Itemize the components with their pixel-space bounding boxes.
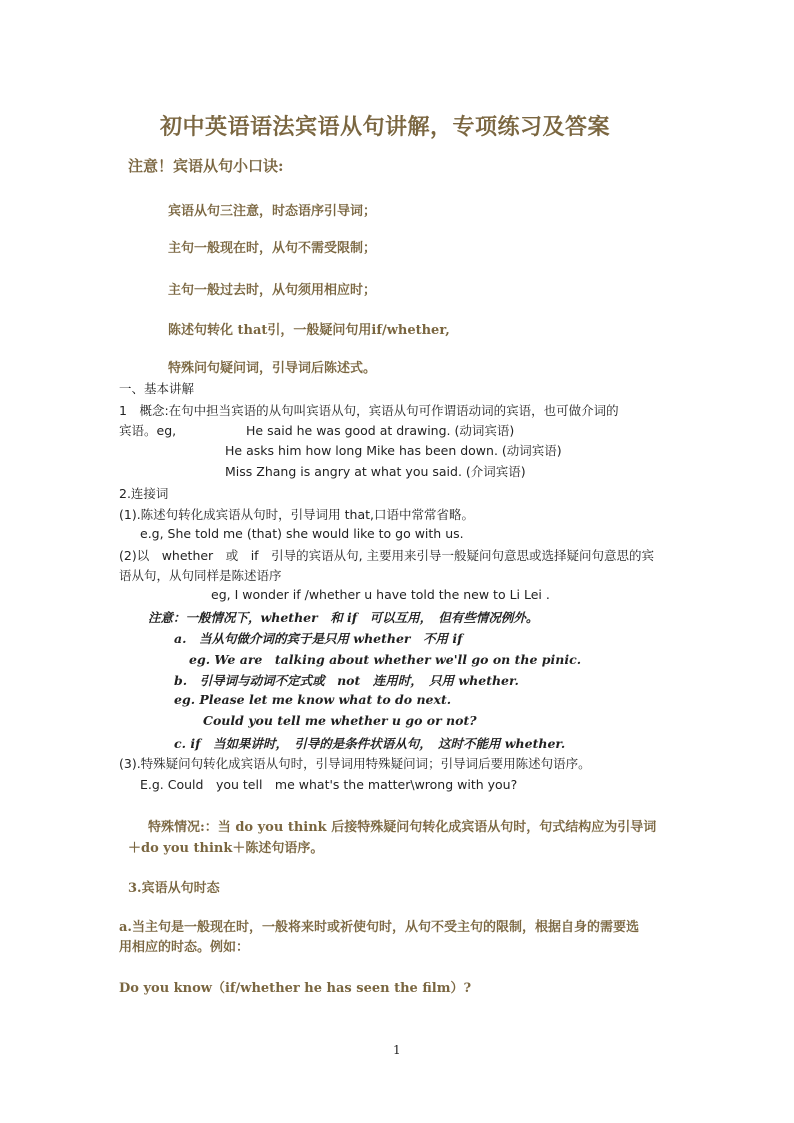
example-line: e.g, She told me (that) she would like to go with us.	[140, 526, 464, 541]
subsection-heading: 3.宾语从句时态	[128, 881, 220, 896]
note-item: b. 引导词与动词不定式或 not 连用时， 只用 whether.	[174, 673, 519, 688]
paragraph-line: (2)以 whether 或 if 引导的宾语从句, 主要用来引导一般疑问句意思或选择疑问句意思的宾	[119, 548, 655, 563]
paragraph-line: 用相应的时态。例如：	[119, 940, 250, 955]
paragraph-line: a.当主句是一般现在时，一般将来时或祈使句时，从句不受主句的限制，根据自身的需要选	[119, 920, 639, 935]
subsection-heading: 2.连接词	[119, 486, 169, 501]
section-heading: 一、基本讲解	[119, 381, 195, 396]
page-number: 1	[393, 1043, 401, 1057]
note-item: c. if 当如果讲时， 引导的是条件状语从句， 这时不能用 whether.	[174, 736, 566, 751]
concept-line: 宾语。eg,	[119, 423, 177, 438]
example-line: He asks him how long Mike has been down. (动词宾语)	[225, 443, 562, 458]
rule-line: 主句一般现在时，从句不需受限制；	[168, 241, 377, 256]
example-line: Miss Zhang is angry at what you said. (介词宾语)	[225, 464, 526, 479]
paragraph-line: (3).特殊疑问句转化成宾语从句时，引导词用特殊疑问词；引导词后要用陈述句语序。	[119, 756, 591, 771]
rule-line: 主句一般过去时，从句须用相应时；	[168, 283, 377, 298]
rule-line: 宾语从句三注意，时态语序引导词；	[168, 204, 377, 219]
example-line: eg. We are talking about whether we'll go on the pinic.	[189, 652, 582, 667]
example-line: E.g. Could you tell me what's the matter\wrong with you?	[140, 777, 518, 792]
note-item: a. 当从句做介词的宾于是只用 whether 不用 if	[174, 631, 463, 646]
special-case-line: ＋do you think＋陈述句语序。	[128, 841, 324, 856]
example-line: He said he was good at drawing. (动词宾语)	[246, 423, 515, 438]
page-title: 初中英语语法宾语从句讲解，专项练习及答案	[160, 114, 611, 140]
concept-line: 1 概念:在句中担当宾语的从句叫宾语从句，宾语从句可作谓语动词的宾语，也可做介词的	[119, 403, 619, 418]
example-line: eg. Please let me know what to do next.	[174, 692, 452, 707]
example-line: Could you tell me whether u go or not?	[203, 713, 477, 728]
paragraph-line: (1).陈述句转化成宾语从句时，引导词用 that,口语中常常省略。	[119, 507, 475, 522]
special-case-line: 特殊情况:：当 do you think 后接特殊疑问句转化成宾语从句时，句式结构应为引导词	[148, 820, 657, 835]
rule-line: 陈述句转化 that引，一般疑问句用if/whether,	[168, 323, 450, 338]
example-line: Do you know（if/whether he has seen the film）?	[119, 981, 472, 996]
note-line: 注意：一般情况下，whether 和 if 可以互用， 但有些情况例外。	[148, 610, 539, 625]
example-line: eg, I wonder if /whether u have told the new to Li Lei .	[211, 587, 550, 602]
notice-heading: 注意！宾语从句小口诀:	[128, 157, 284, 175]
paragraph-line: 语从句，从句同样是陈述语序	[119, 568, 282, 583]
rule-line: 特殊问句疑问词，引导词后陈述式。	[168, 361, 377, 376]
